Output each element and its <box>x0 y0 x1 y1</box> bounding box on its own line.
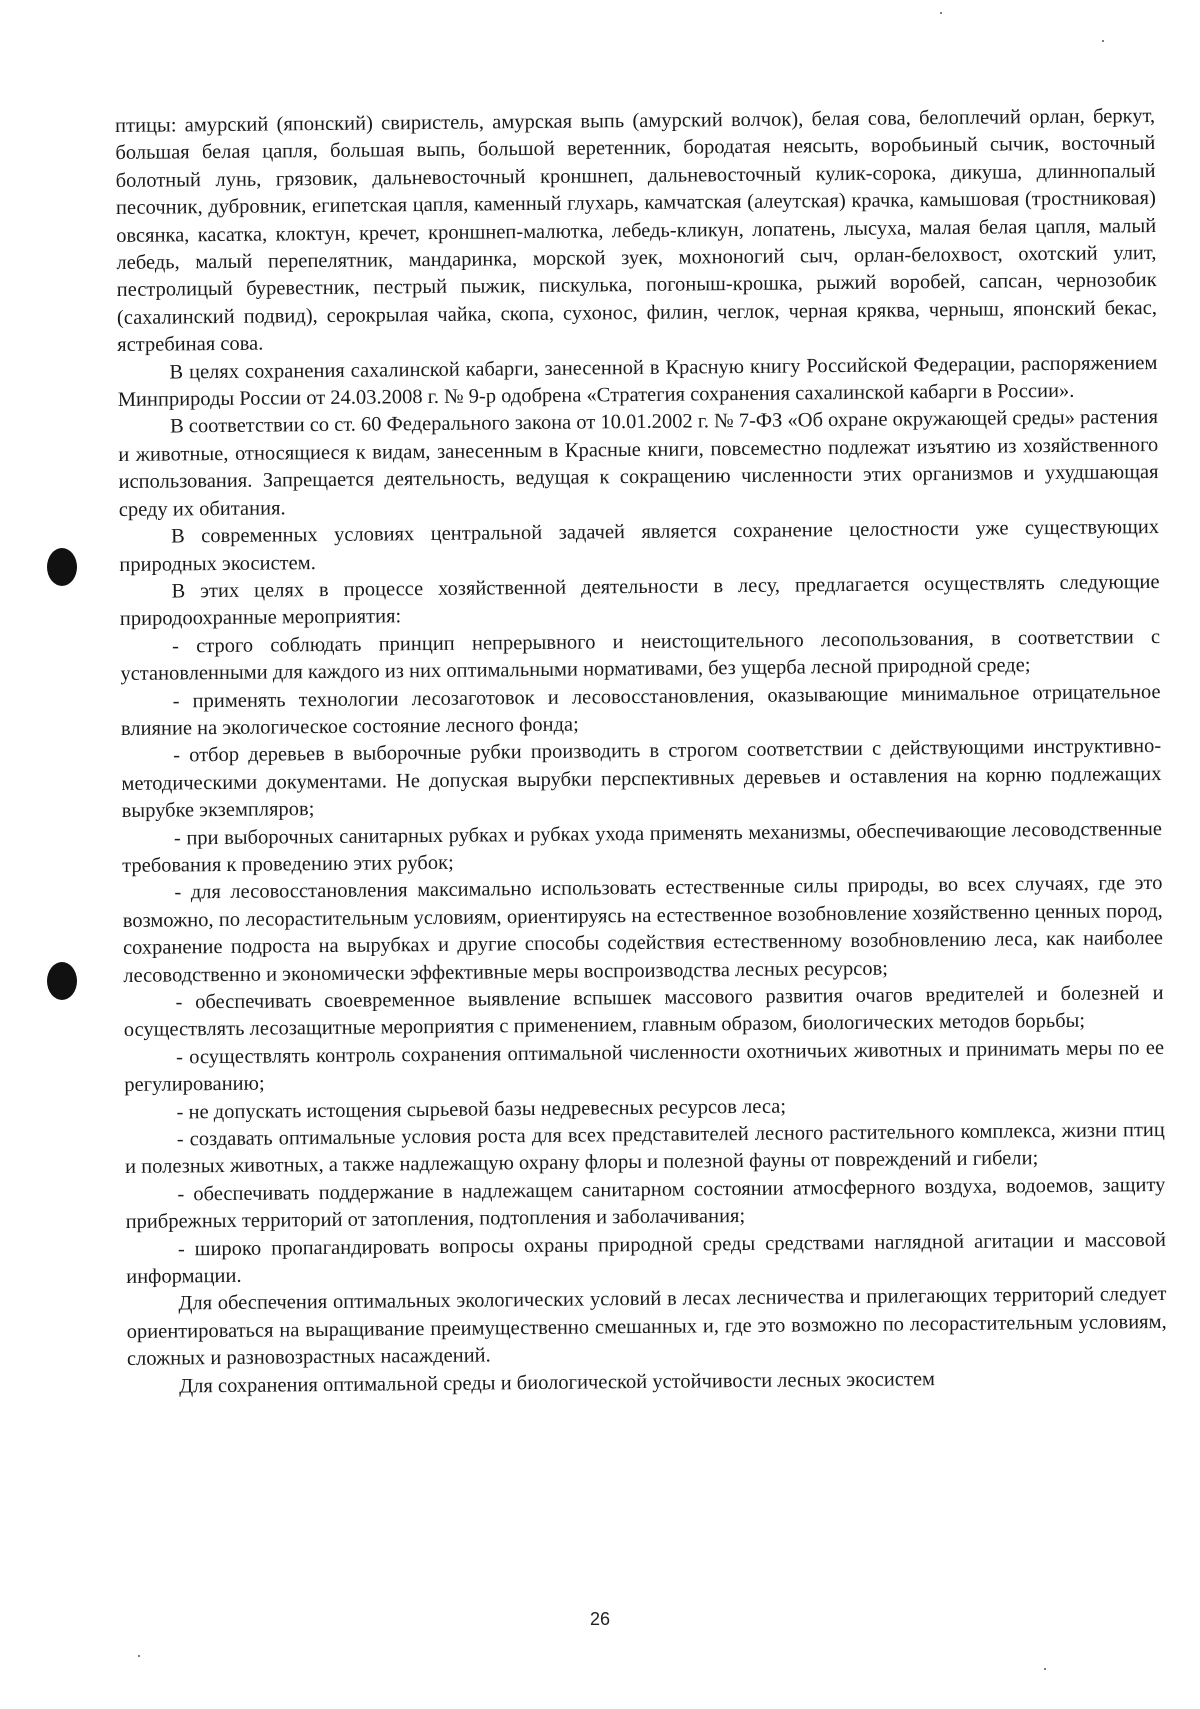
measure-item: - при выборочных санитарных рубках и рубках ухода применять механизмы, обеспечивающие лесоводственные требования к проведению этих рубок; <box>122 817 1163 877</box>
measure-item: - строго соблюдать принцип непрерывного и неистощительного лесопользования, в соответствии с установленными для каждого из них оптимальными нормативами, без ущерба лесной природной среде; <box>120 625 1161 686</box>
document-body <box>115 103 1167 1401</box>
measure-item: - осуществлять контроль сохранения оптимальной численности охотничьих животных и принимать меры по ее регулированию; <box>124 1036 1165 1097</box>
scan-speck <box>1044 1668 1046 1670</box>
measure-item: - обеспечивать поддержание в надлежащем санитарном состоянии атмосферного воздуха, водоемов, защиту прибрежных территорий от затопления, подтопления и заболачивания; <box>125 1173 1166 1234</box>
punch-hole-bottom <box>47 962 77 1000</box>
paragraph-kabarga-strategy: В целях сохранения сахалинской кабарги, занесенной в Красную книгу Российской Федерации, распоряжением Минприроды России от 24.03.2008 г. № 9-р одобрена «Стратегия сохранения сахалинской кабарги в России». <box>117 351 1158 412</box>
paragraph-ecosystem-integrity: В современных условиях центральной задачей является сохранение целостности уже существующих природных экосистем. <box>119 516 1160 576</box>
paragraph-measures-intro: В этих целях в процессе хозяйственной деятельности в лесу, предлагается осуществлять следующие природоохранные мероприятия: <box>119 570 1160 631</box>
measure-item: - отбор деревьев в выборочные рубки производить в строгом соответствии с действующими инструктивно-методическими документами. Не допуская вырубки перспективных деревьев и оставления на корню подлежащих вырубке экземпляров; <box>121 735 1162 823</box>
paragraph-optimal-conditions: Для обеспечения оптимальных экологических условий в лесах лесничества и прилегающих территорий следует ориентироваться на выращивание преимущественно смешанных и, где это возможно по лесорастительным условиям, сложных и разновозрастных насаждений. <box>126 1283 1167 1371</box>
paragraph-ecosystem-stability: Для сохранения оптимальной среды и биологической устойчивости лесных экосистем <box>179 1367 936 1398</box>
scan-speck <box>1102 40 1104 42</box>
paragraph-federal-law: В соответствии со ст. 60 Федерального закона от 10.01.2002 г. № 7-ФЗ «Об охране окружающей среды» растения и животные, относящиеся к видам, занесенным в Красные книги, повсеместно подлежат изъятию из хозяйственного использования. Запрещается деятельность, ведущая к сокращению численности этих организмов и ухудшающая среду их обитания. <box>118 406 1159 521</box>
measure-item: - применять технологии лесозаготовок и лесовосстановления, оказывающие минимальное отрицательное влияние на экологическое состояние лесного фонда; <box>120 680 1161 740</box>
measure-item: - широко пропагандировать вопросы охраны природной среды средствами наглядной агитации и массовой информации. <box>126 1228 1166 1289</box>
page-number: 26 <box>589 1609 611 1629</box>
measure-item: - создавать оптимальные условия роста для всех представителей лесного растительного комплекса, жизни птиц и полезных животных, а также надлежащую охрану флоры и полезной фауны от повреждений и гибели; <box>125 1119 1165 1179</box>
paragraph-birds-list: птицы: амурский (японский) свиристель, амурская выпь (амурский волчок), белая сова, белоплечий орлан, беркут, большая белая цапля, большая выпь, большой веретенник, бородатая неясыть, воробьиный сычик, восточный болотный лунь, грязовик, дальневосточный кроншнеп, дальневосточный кулик-сорока, дикуша, длиннопалый песочник, дубровник, египетская цапля, каменный глухарь, камчатская (алеутская) крачка, камышовая (тростниковая) овсянка, касатка, клоктун, кречет, кроншнеп-малютка, лебедь-кликун, лопатень, лысуха, малая белая цапля, малый лебедь, малый перепелятник, мандаринка, морской зуек, мохноногий сыч, орлан-белохвост, охотский улит, пестролицый буревестник, пестрый пыжик, пискулька, погоныш-крошка, рыжий воробей, сапсан, чернозобик (сахалинский подвид), серокрылая чайка, скопа, сухонос, филин, чеглок, черная кряква, черныш, японский бекас, ястребиная сова. <box>115 105 1158 357</box>
punch-hole-top <box>47 548 77 586</box>
scan-speck <box>940 12 942 14</box>
measure-item: - не допускать истощения сырьевой базы недревесных ресурсов леса; <box>176 1095 787 1124</box>
measure-item: - обеспечивать своевременное выявление вспышек массового развития очагов вредителей и болезней и осуществлять лесозащитные мероприятия с применением, главным образом, биологических методов борьбы; <box>123 981 1164 1042</box>
scan-speck <box>138 1655 140 1657</box>
measure-item: - для лесовосстановления максимально использовать естественные силы природы, во всех случаях, где это возможно, по лесорастительным условиям, ориентируясь на естественное возобновление хозяйственно ценных пород, сохранение подроста на вырубках и другие способы содействия естественному возобновлению леса, как наиболее лесоводственно и экономически эффективные меры воспроизводства лесных ресурсов; <box>122 872 1164 987</box>
